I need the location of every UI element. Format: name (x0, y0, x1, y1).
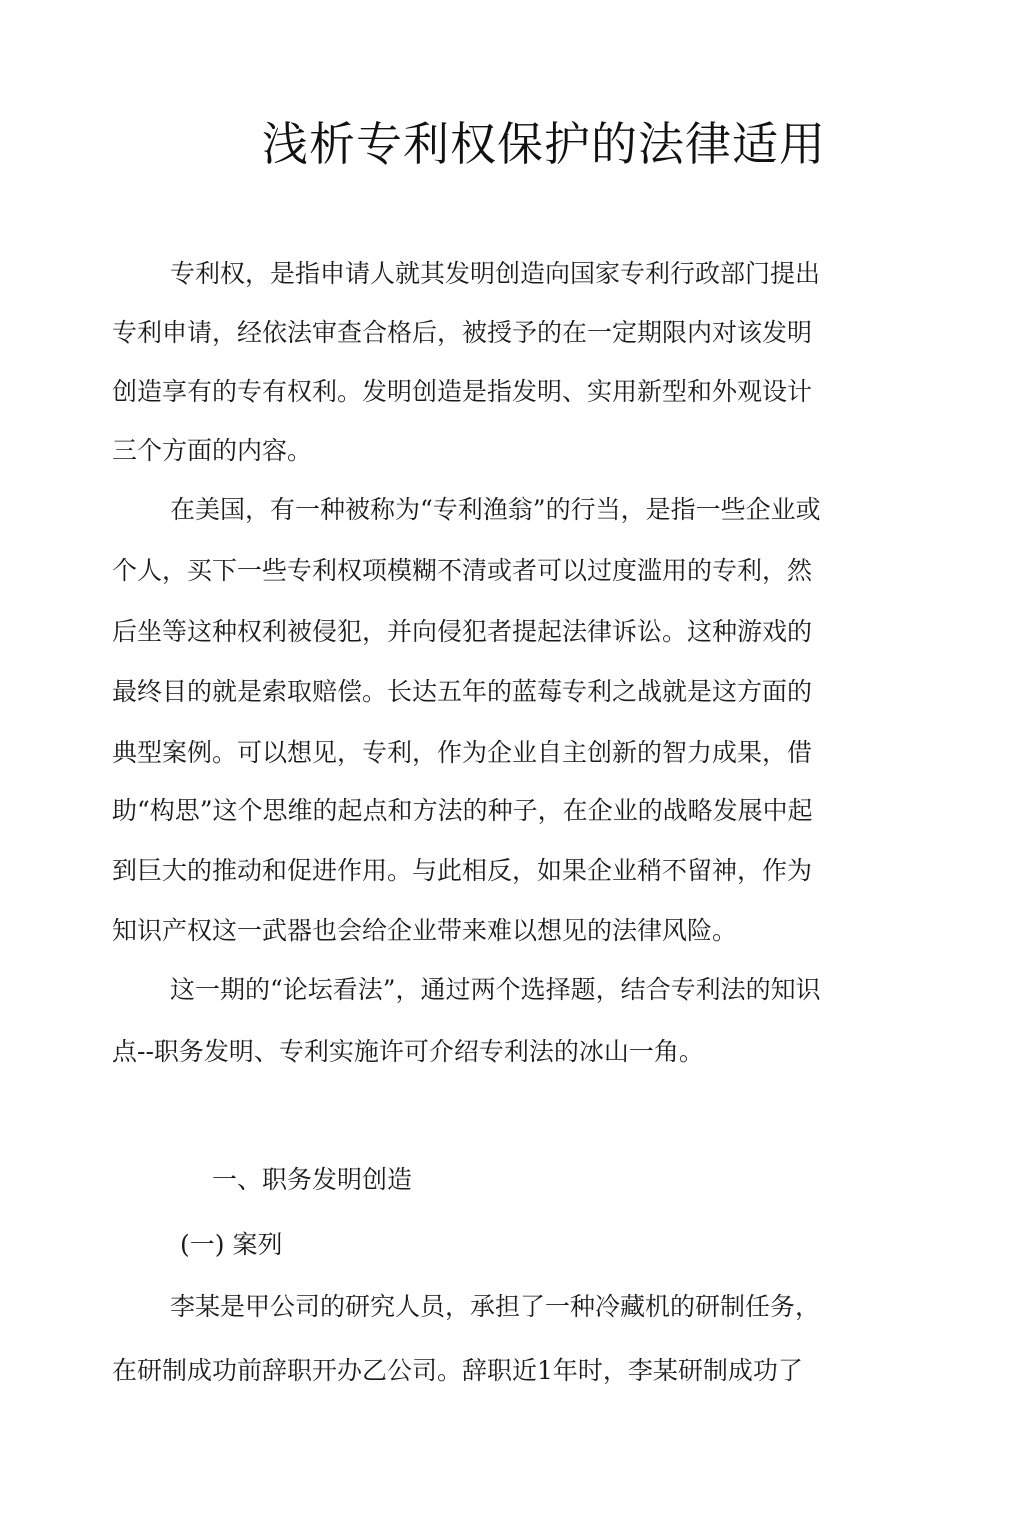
paragraph-2-line-5: 典型案例。可以想见，专利，作为企业自主创新的智力成果，借 (112, 738, 813, 767)
paragraph-1-line-2: 专利申请，经依法审查合格后，被授予的在一定期限内对该发明 (112, 318, 813, 347)
document-title: 浅析专利权保护的法律适用 (262, 117, 826, 171)
paragraph-2-line-4: 最终目的就是索取赔偿。长达五年的蓝莓专利之战就是这方面的 (112, 677, 813, 706)
paragraph-1-line-3: 创造享有的专有权利。发明创造是指发明、实用新型和外观设计 (112, 377, 813, 406)
paragraph-3-line-1: 这一期的“论坛看法”，通过两个选择题，结合专利法的知识 (170, 975, 821, 1004)
paragraph-2-line-6: 助“构思”这个思维的起点和方法的种子，在企业的战略发展中起 (112, 796, 813, 825)
paragraph-2-line-7: 到巨大的推动和促进作用。与此相反，如果企业稍不留神，作为 (112, 856, 813, 885)
case-paragraph-line-2: 在研制成功前辞职开办乙公司。辞职近1年时，李某研制成功了 (112, 1356, 803, 1385)
paragraph-1-line-1: 专利权，是指申请人就其发明创造向国家专利行政部门提出 (170, 259, 821, 288)
case-paragraph-line-1: 李某是甲公司的研究人员，承担了一种冷藏机的研制任务， (170, 1292, 821, 1321)
paragraph-2-line-2: 个人，买下一些专利权项模糊不清或者可以过度滥用的专利，然 (112, 556, 813, 585)
paragraph-2-line-3: 后坐等这种权利被侵犯，并向侵犯者提起法律诉讼。这种游戏的 (112, 617, 813, 646)
section-heading: 一、职务发明创造 (212, 1165, 413, 1194)
subsection-heading: (一) 案列 (180, 1230, 283, 1259)
paragraph-2-line-8: 知识产权这一武器也会给企业带来难以想见的法律风险。 (112, 916, 738, 945)
paragraph-1-line-4: 三个方面的内容。 (112, 436, 313, 465)
paragraph-3-line-2: 点--职务发明、专利实施许可介绍专利法的冰山一角。 (112, 1037, 704, 1066)
paragraph-2-line-1: 在美国，有一种被称为“专利渔翁”的行当，是指一些企业或 (170, 495, 821, 524)
